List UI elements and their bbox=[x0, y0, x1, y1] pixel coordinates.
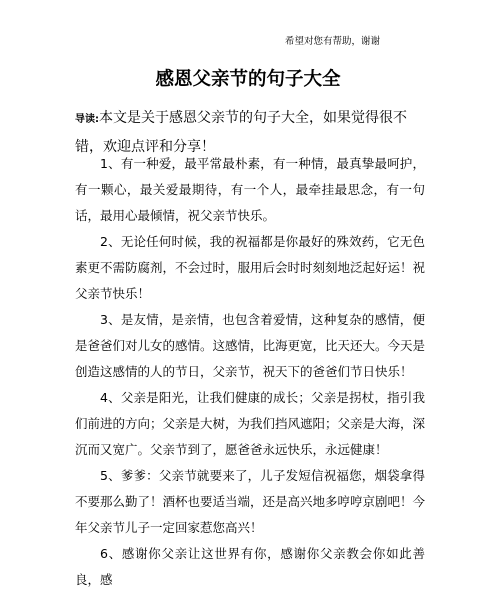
paragraph: 1、有一种爱，最平常最朴素，有一种情，最真挚最呵护，有一颗心，最关爱最期待，有一个人，最牵挂最思念，有一句话，最用心最倾情，祝父亲节快乐。 bbox=[75, 156, 425, 223]
header-note: 希望对您有帮助，谢谢 bbox=[284, 36, 380, 47]
body-text bbox=[75, 151, 425, 593]
intro-label: 导读: bbox=[75, 114, 99, 125]
paragraph: 4、父亲是阳光，让我们健康的成长；父亲是拐杖，指引我们前进的方向；父亲是大树，为我们挡风遮阳；父亲是大海，深沉而又宽广。父亲节到了，愿爸爸永远快乐，永远健康！ bbox=[75, 390, 426, 457]
paragraph: 5、爹爹：父亲节就要来了，儿子发短信祝福您，烟袋拿得不要那么勤了！酒杯也要适当端，还是高兴地多哼哼京剧吧！今年父亲节儿子一定回家惹您高兴！ bbox=[75, 468, 426, 535]
paragraph: 6、感谢你父亲让这世界有你，感谢你父亲教会你如此善良，感 bbox=[75, 546, 425, 587]
paragraph: 3、是友情，是亲情，也包含着爱情，这种复杂的感情，便是爸爸们对儿女的感情。这感情，比海更宽，比天还大。今天是创造这感情的人的节日，父亲节，祝天下的爸爸们节日快乐！ bbox=[75, 312, 426, 379]
paragraph: 2、无论任何时候，我的祝福都是你最好的殊效药，它无色素更不需防腐剂，不会过时，服用后会时时刻刻地泛起好运！祝父亲节快乐！ bbox=[75, 234, 426, 301]
page-title: 感恩父亲节的句子大全 bbox=[155, 69, 341, 90]
intro-text: 本文是关于感恩父亲节的句子大全，如果觉得很不错，欢迎点评和分享！ bbox=[75, 110, 407, 155]
